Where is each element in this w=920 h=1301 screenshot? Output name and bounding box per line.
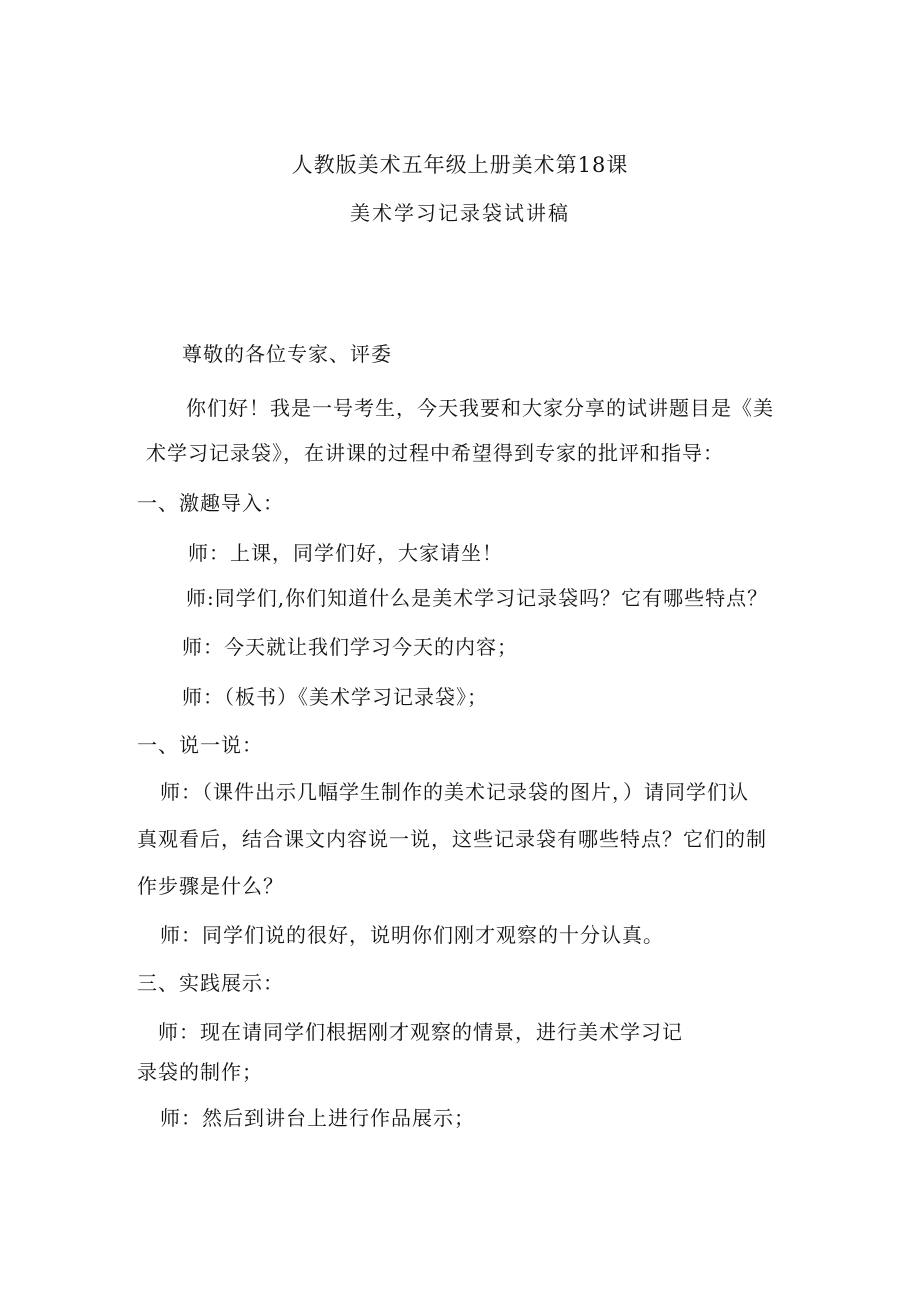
paragraph-line: 师：现在请同学们根据刚才观察的情景，进行美术学习记 bbox=[158, 1020, 683, 1044]
paragraph: 师：上课，同学们好，大家请坐！ bbox=[188, 541, 503, 565]
paragraph-line: 真观看后，结合课文内容说一说，这些记录袋有哪些特点？它们的制 bbox=[137, 827, 767, 851]
paragraph: 师：然后到讲台上进行作品展示； bbox=[160, 1106, 475, 1130]
section-heading-3: 三、实践展示： bbox=[137, 971, 284, 995]
section-heading-2: 一、说一说： bbox=[137, 733, 263, 757]
section-heading-1: 一、激趣导入： bbox=[137, 491, 284, 515]
document-subtitle: 美术学习记录袋试讲稿 bbox=[350, 201, 570, 225]
intro-line-2: 术学习记录袋》，在讲课的过程中希望得到专家的批评和指导： bbox=[146, 441, 724, 465]
paragraph: 师：今天就让我们学习今天的内容； bbox=[182, 635, 518, 659]
paragraph-line: 录袋的制作； bbox=[137, 1060, 263, 1084]
document-title: 人教版美术五年级上册美术第18课 bbox=[291, 153, 629, 177]
paragraph-line: 作步骤是什么？ bbox=[137, 874, 284, 898]
intro-line-1: 你们好！我是一号考生，今天我要和大家分享的试讲题目是《美 bbox=[186, 396, 774, 420]
paragraph: 师：同学们说的很好，说明你们刚才观察的十分认真。 bbox=[160, 923, 664, 947]
greeting: 尊敬的各位专家、评委 bbox=[182, 342, 392, 366]
paragraph-line: 师：（课件出示几幅学生制作的美术记录袋的图片，）请同学们认 bbox=[160, 780, 749, 804]
paragraph: 师:同学们,你们知道什么是美术学习记录袋吗？它有哪些特点？ bbox=[186, 586, 769, 610]
paragraph: 师：（板书）《美术学习记录袋》； bbox=[182, 685, 488, 709]
